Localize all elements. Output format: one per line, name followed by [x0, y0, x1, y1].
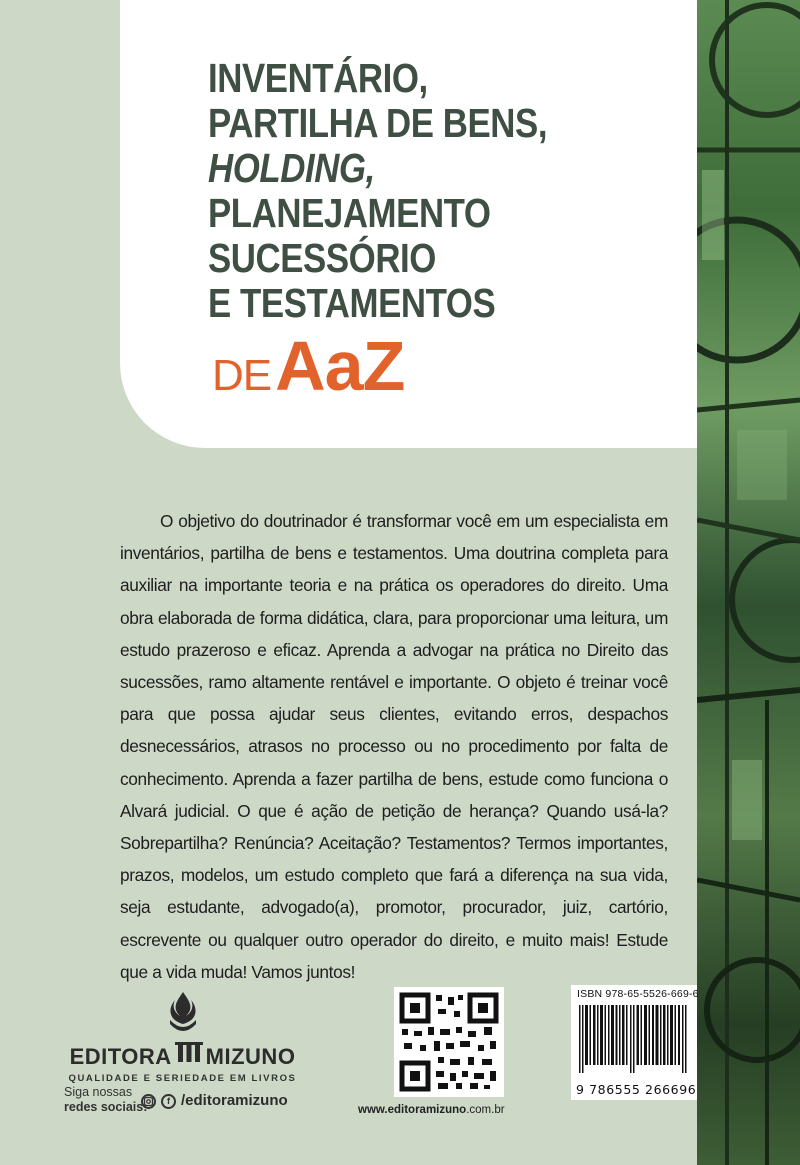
- qr-code[interactable]: [394, 987, 504, 1097]
- title-line-5: SUCESSÓRIO: [208, 235, 436, 281]
- title-line-3: HOLDING,: [208, 145, 375, 191]
- facebook-icon[interactable]: f: [161, 1094, 176, 1109]
- book-title: [208, 56, 612, 326]
- flame-logo-icon: [158, 990, 208, 1038]
- website-bold: www.editoramizuno: [358, 1104, 467, 1116]
- title-line-2: PARTILHA DE BENS,: [208, 100, 548, 146]
- isbn-label: ISBN 978-65-5526-669-6: [577, 988, 699, 1000]
- instagram-icon[interactable]: [141, 1094, 156, 1109]
- title-line-6: E TESTAMENTOS: [208, 280, 496, 326]
- isbn-digits: 9 786555 266696: [576, 1082, 697, 1097]
- pillar-icon: [172, 1042, 206, 1070]
- social-label-line-1: Siga nossas: [64, 1085, 133, 1099]
- website-rest: .com.br: [466, 1104, 505, 1116]
- title-line-1: INVENTÁRIO,: [208, 55, 428, 101]
- synopsis-text: O objetivo do doutrinador é transformar você em um especialista em inventários, partilha de bens e testamentos. Uma doutrina completa para auxiliar na importante teoria e na prática os operadores do direito. Uma obra elaborada de forma didática, clara, para proporcionar uma leitura, um estudo prazeroso e eficaz. Aprenda a advogar na prática no Direito das sucessões, ramo altamente rentável e importante. O objeto é treinar você para que possa ajudar seus clientes, evitando erros, despachos desnecessários, atrasos no processo ou no procedimento por falta de conhecimento. Aprenda a fazer partilha de bens, estude como funciona o Alvará judicial. O que é ação de petição de herança? Quando usá-la? Sobrepartilha? Renúncia? Aceitação? Testamentos? Termos importantes, prazos, modelos, um estudo completo que fará a diferença na sua vida, seja estudante, advogado(a), promotor, procurador, juiz, cartório, escrevente ou qualquer outro operador do direito, e muito mais! Estude que a vida muda! Vamos juntos!: [120, 511, 668, 982]
- publisher-name-right: MIZUNO: [205, 1044, 296, 1069]
- subtitle-de: DE: [212, 351, 272, 400]
- publisher-name: [50, 1042, 315, 1070]
- title-line-4: PLANEJAMENTO: [208, 190, 491, 236]
- social-label: [64, 1085, 147, 1115]
- publisher-name-left: EDITORA: [69, 1044, 172, 1069]
- publisher-tagline: QUALIDADE E SERIEDADE EM LIVROS: [68, 1073, 297, 1084]
- subtitle-aaz: AaZ: [275, 327, 405, 405]
- stained-glass-artwork: [697, 0, 800, 1165]
- social-handle[interactable]: /editoramizuno: [181, 1092, 288, 1109]
- social-label-line-2: redes sociais:: [64, 1100, 148, 1114]
- publisher-website[interactable]: [358, 1104, 505, 1116]
- subtitle-de-aaz: [212, 326, 404, 406]
